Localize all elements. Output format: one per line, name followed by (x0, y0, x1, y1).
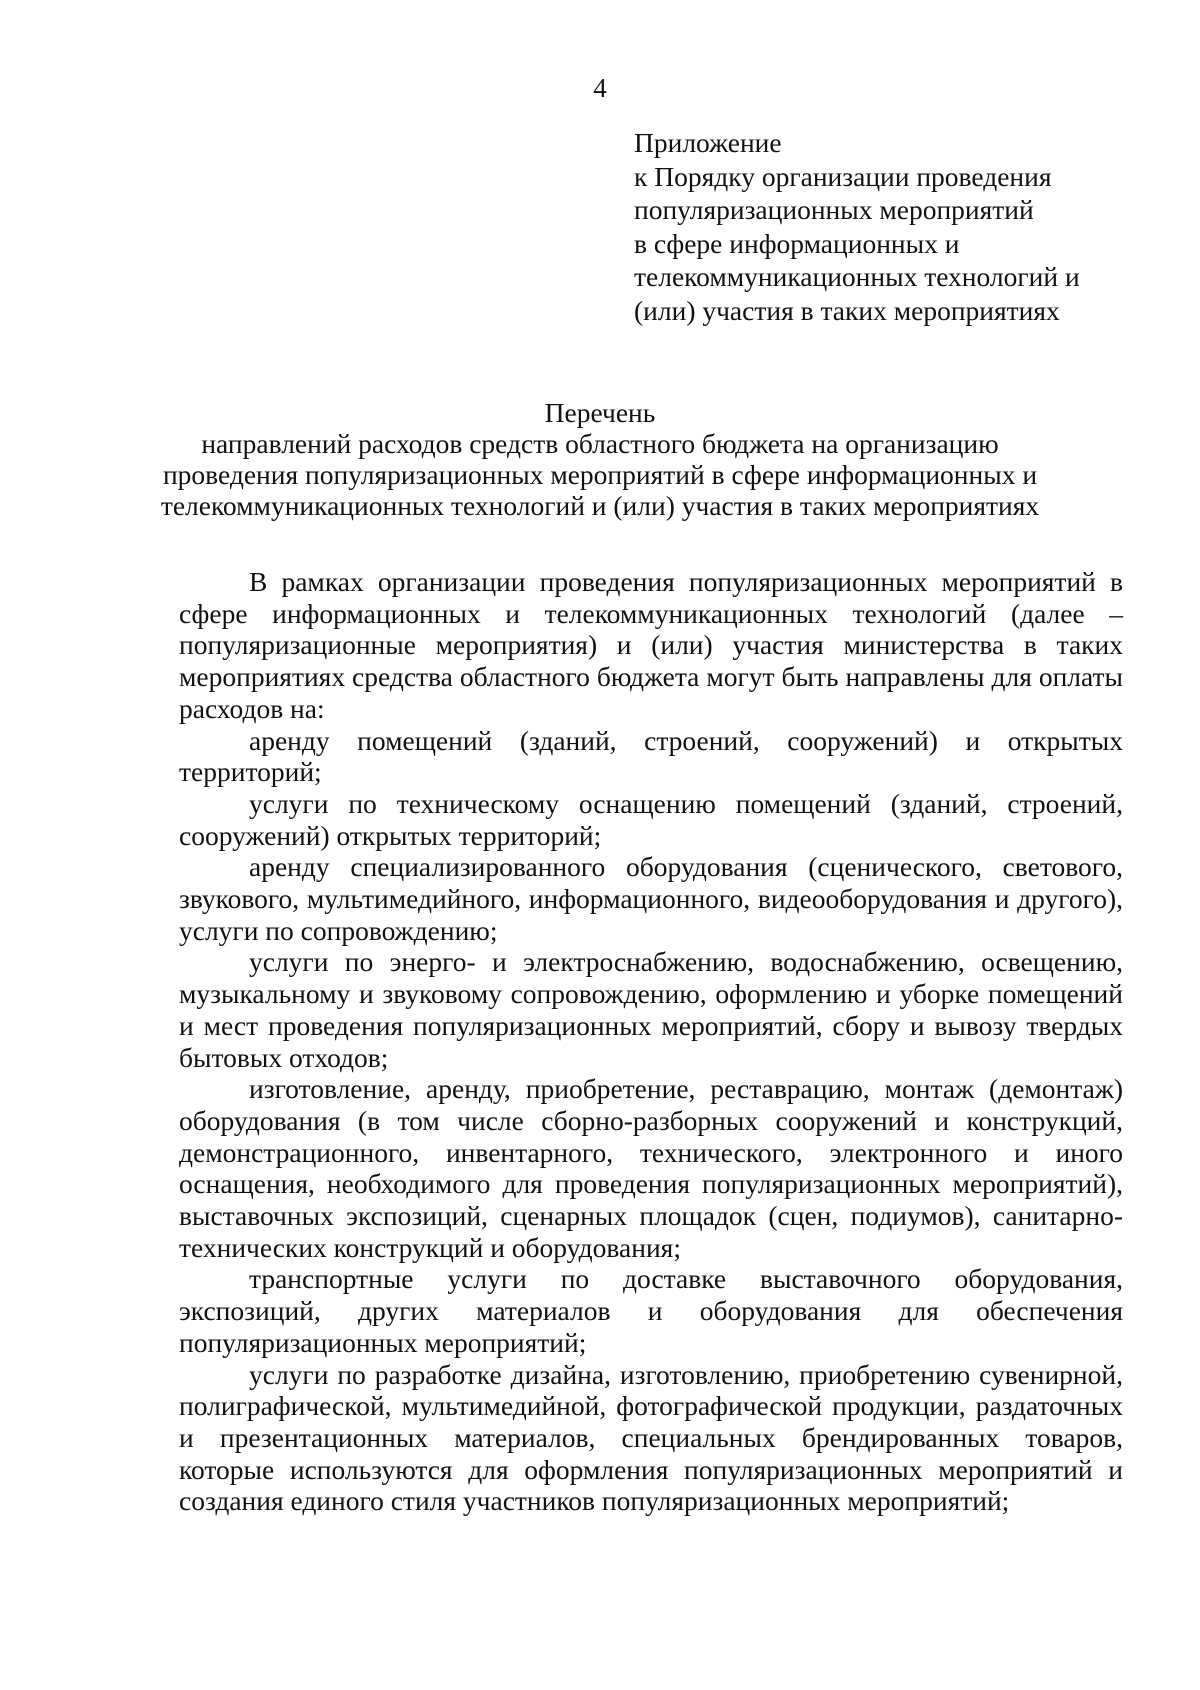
page-number: 4 (593, 73, 607, 103)
appendix-line: в сфере информационных и (634, 227, 960, 259)
title-line: телекоммуникационных технологий и (или) участия в таких мероприятиях (160, 490, 1040, 521)
list-item-expense: услуги по техническому оснащению помещений (зданий, строений, сооружений) открытых территорий; (179, 787, 1123, 851)
list-item-expense: транспортные услуги по доставке выставочного оборудования, экспозиций, других материалов и оборудования для обеспечения популяризационных мероприятий; (179, 1263, 1123, 1358)
appendix-line: (или) участия в таких мероприятиях (634, 294, 1060, 326)
list-item-expense: аренду специализированного оборудования (сценического, светового, звукового, мультимедийного, информационного, видеооборудования и другого), услуги по сопровождению; (179, 851, 1123, 946)
list-item-expense: аренду помещений (зданий, строений, сооружений) и открытых территорий; (179, 724, 1123, 788)
title-line: проведения популяризационных мероприятий в сфере информационных и (162, 459, 1038, 490)
list-item-expense: услуги по разработке дизайна, изготовлению, приобретению сувенирной, полиграфической, мультимедийной, фотографической продукции, раздаточных и презентационных материалов, специальных брендированных товаров, которые используются для оформления популяризационных мероприятий и создания единого стиля участников популяризационных мероприятий; (179, 1358, 1123, 1517)
title-line: направлений расходов средств областного бюджета на организацию (201, 428, 999, 459)
appendix-line: Приложение (634, 127, 782, 158)
list-item-expense: изготовление, аренду, приобретение, реставрацию, монтаж (демонтаж) оборудования (в том числе сборно-разборных сооружений и конструкций, демонстрационного, инвентарного, технического, электронного и иного оснащения, необходимого для проведения популяризационных мероприятий), выставочных экспозиций, сценарных площадок (сцен, подиумов), санитарно-технических конструкций и оборудования; (179, 1073, 1123, 1263)
appendix-line: к Порядку организации проведения (634, 160, 1052, 192)
appendix-line: телекоммуникационных технологий и (634, 261, 1080, 293)
body-paragraph: В рамках организации проведения популяризационных мероприятий в сфере информационных и телекоммуникационных технологий (далее – популяризационные мероприятия) и (или) участия министерства в таких мероприятиях средства областного бюджета могут быть направлены для оплаты расходов на: (179, 566, 1123, 724)
document-title (150, 397, 1050, 521)
document-body (179, 566, 1123, 1517)
list-item-expense: услуги по энерго- и электроснабжению, водоснабжению, освещению, музыкальному и звуковому сопровождению, оформлению и уборке помещений и мест проведения популяризационных мероприятий, сбору и вывозу твердых бытовых отходов; (179, 946, 1123, 1073)
appendix-line: популяризационных мероприятий (634, 194, 1034, 226)
title-heading: Перечень (544, 397, 656, 428)
appendix-header (634, 126, 1174, 328)
